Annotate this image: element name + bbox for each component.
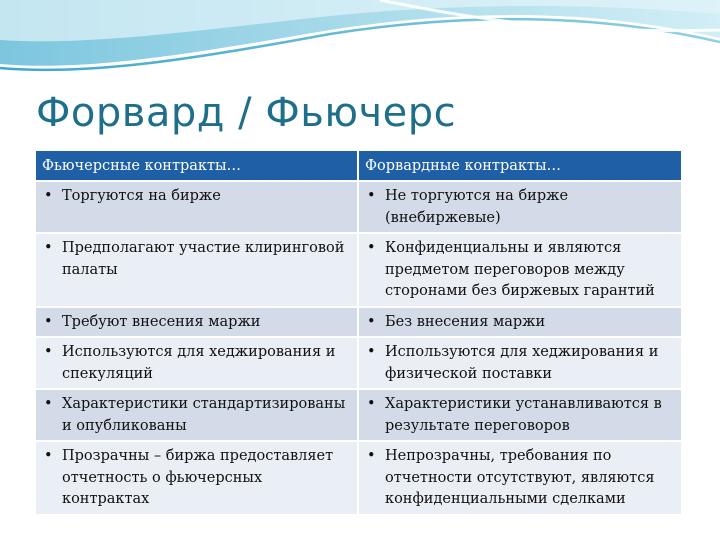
table-cell bbox=[358, 337, 682, 389]
table-row bbox=[36, 441, 682, 514]
table-cell bbox=[36, 233, 358, 307]
table-cell bbox=[36, 441, 358, 514]
table-cell bbox=[358, 441, 682, 514]
bullet-icon: • bbox=[367, 344, 376, 360]
table-cell bbox=[358, 389, 682, 441]
table-row bbox=[36, 233, 682, 307]
slide-title: Форвард / Фьючерс bbox=[36, 90, 457, 136]
bullet-icon: • bbox=[367, 240, 376, 256]
header-wave-decoration bbox=[0, 0, 720, 90]
bullet-icon: • bbox=[44, 448, 53, 464]
bullet-icon: • bbox=[44, 240, 53, 256]
cell-text: Характеристики стандартизированы и опубликованы bbox=[62, 396, 346, 434]
bullet-icon: • bbox=[44, 344, 53, 360]
cell-text: Требуют внесения маржи bbox=[62, 313, 261, 330]
bullet-icon: • bbox=[367, 313, 376, 330]
table-row bbox=[36, 389, 682, 441]
table-row bbox=[36, 337, 682, 389]
cell-text: Характеристики устанавливаются в результате переговоров bbox=[385, 396, 662, 434]
cell-text: Непрозрачны, требования по отчетности отсутствуют, являются конфиденциальными сделками bbox=[385, 448, 655, 507]
cell-text: Используются для хеджирования и спекуляций bbox=[62, 344, 336, 382]
table-cell bbox=[36, 389, 358, 441]
bullet-icon: • bbox=[367, 188, 376, 204]
bullet-icon: • bbox=[44, 188, 53, 204]
cell-text: Предполагают участие клиринговой палаты bbox=[62, 240, 345, 278]
table-cell bbox=[358, 307, 682, 338]
bullet-icon: • bbox=[367, 396, 376, 412]
cell-text: Конфиденциальны и являются предметом переговоров между сторонами без биржевых гарантий bbox=[385, 240, 655, 299]
bullet-icon: • bbox=[367, 448, 376, 464]
bullet-icon: • bbox=[44, 396, 53, 412]
cell-text: Прозрачны – биржа предоставляет отчетность о фьючерсных контрактах bbox=[62, 448, 334, 507]
comparison-table bbox=[36, 151, 683, 514]
bullet-icon: • bbox=[44, 313, 53, 330]
table-cell bbox=[358, 233, 682, 307]
table-cell bbox=[36, 181, 358, 233]
table-row bbox=[36, 307, 682, 338]
table-cell bbox=[36, 307, 358, 338]
cell-text: Торгуются на бирже bbox=[62, 188, 221, 204]
table-cell bbox=[36, 337, 358, 389]
header-forwards: Форвардные контракты… bbox=[358, 151, 682, 181]
header-futures: Фьючерсные контракты… bbox=[36, 151, 358, 181]
table-header-row bbox=[36, 151, 682, 181]
cell-text: Не торгуются на бирже (внебиржевые) bbox=[385, 188, 569, 226]
table-row bbox=[36, 181, 682, 233]
cell-text: Без внесения маржи bbox=[385, 313, 546, 330]
table-cell bbox=[358, 181, 682, 233]
cell-text: Используются для хеджирования и физической поставки bbox=[385, 344, 659, 382]
